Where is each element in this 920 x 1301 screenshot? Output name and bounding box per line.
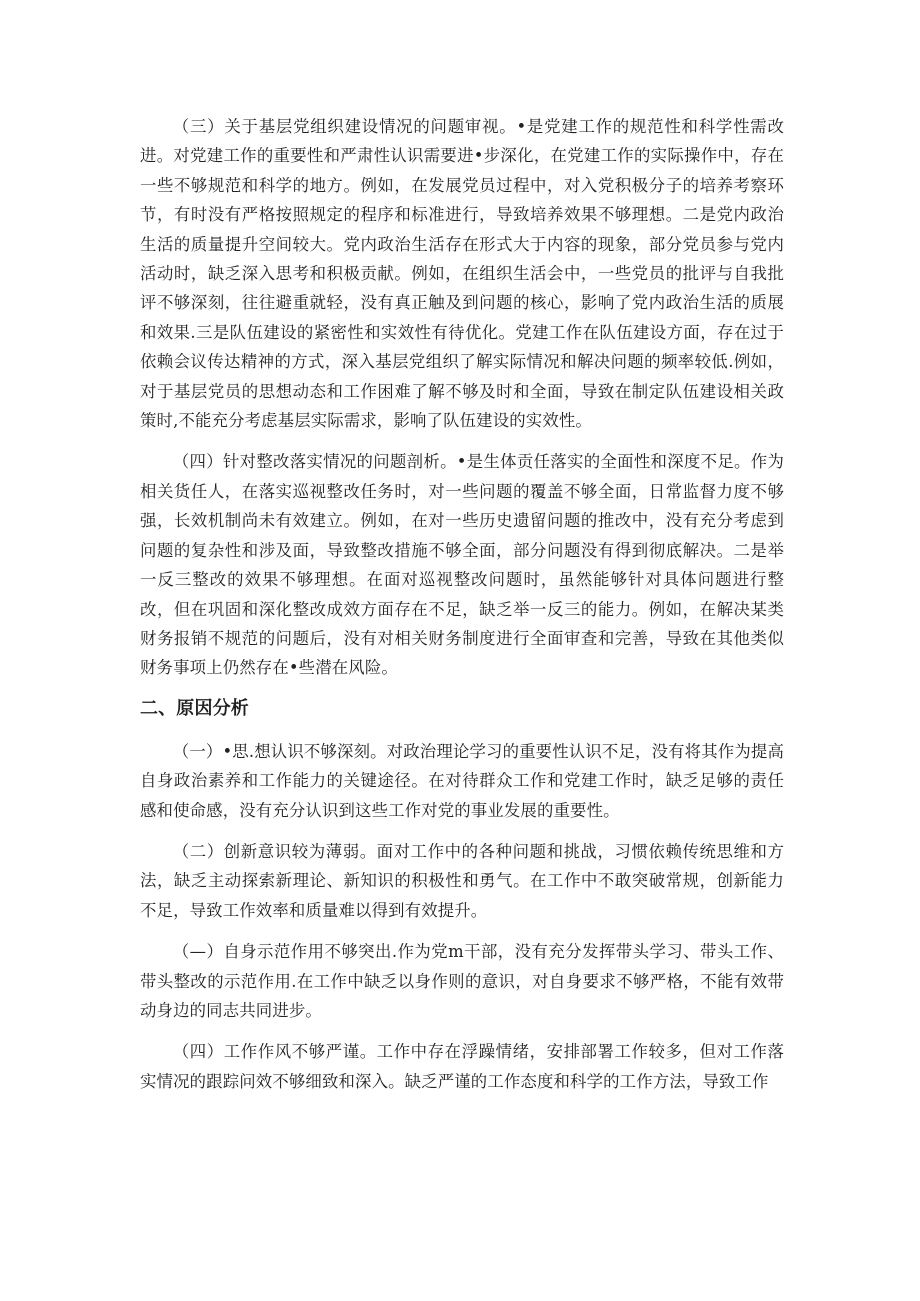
paragraph-rectification-implementation: （四）针对整改落实情况的问题剖析。•是生体贡任落实的全面性和深度不足。作为相关货任人，在落实巡视整改任务时，对一些问题的覆盖不够全面，日常监督力度不够强，长效机制尚未有效建立。例如，在对一些历史遗留问题的推改中，没有充分考虑到问题的复杂性和涉及面，导致整改措施不够全面，部分问题没有得到彻底解决。二是举一反三整改的效果不够理想。在面对巡视整改问题时，虽然能够针对具体问题进行整改，但在巩固和深化整改成效方面存在不足，缺乏举一反三的能力。例如，在解决某类财务报销不规范的问题后，没有对相关财务制度进行全面审查和完善，导致在其他类似财务事项上仍然存在•些潜在风险。 xyxy=(140,452,784,678)
paragraph-exemplary-role: （—）自身示范作用不够突出.作为党m干部，没有充分发挥带头学习、带头工作、带头整改的示范作用.在工作中缺乏以身作则的意识，对自身要求不够严格，不能有效带动身边的同志共同进步。 xyxy=(140,942,784,1020)
paragraph-grassroots-party-building: （三）关于基层党组织建设情况的问题审视。•是党建工作的规范性和科学性需改进。对党建工作的重要性和严肃性认识需要进•步深化，在党建工作的实际操作中，存在一些不够规范和科学的地方。例如，在发展党员过程中，对入党积极分子的培养考察环节，有时没有严格按照规定的程序和标准进行，导致培养效果不够理想。二是党内政治生活的质量提升空间较大。党内政治生活存在形式大于内容的现象，部分党员参与党内活动时，缺乏深入思考和积极贡献。例如，在组织生活会中，一些党员的批评与自我批评不够深刻，往往避重就轻，没有真正触及到问题的核心，影响了党内政治生活的质展和效果.三是队伍建设的紧密性和实效性有待优化。党建工作在队伍建设方面，存在过于依赖会议传达精神的方式，深入基层党组织了解实际情况和解决问题的频率较低.例如，对于基层党员的思想动态和工作困难了解不够及时和全面，导致在制定队伍建设相关政策时,不能充分考虑基层实际需求，影响了队伍建设的实效性。 xyxy=(140,117,784,431)
section-heading-cause-analysis: 二、原因分析 xyxy=(140,697,249,719)
paragraph-ideological-understanding: （一）•思.想认识不够深刻。对政治理论学习的重要性认识不足，没有将其作为提高自身政治素养和工作能力的关键途径。在对待群众工作和党建工作时，缺乏足够的责任感和使命感，没有充分认识到这些工作对党的事业发展的重要性。 xyxy=(140,741,784,820)
document-page xyxy=(140,112,784,1108)
paragraph-work-style: （四）工作作风不够严谨。工作中存在浮躁情绪，安排部署工作较多，但对工作落实情况的跟踪问效不够细致和深入。缺乏严谨的工作态度和科学的工作方法，导致工作 xyxy=(140,1042,784,1091)
paragraph-innovation-awareness: （二）创新意识较为薄弱。面对工作中的各种问题和挑战，习惯依赖传统思维和方法，缺乏主动探索新理论、新知识的积极性和勇气。在工作中不敢突破常规，创新能力不足，导致工作效率和质量难以得到有效提升。 xyxy=(140,841,784,920)
